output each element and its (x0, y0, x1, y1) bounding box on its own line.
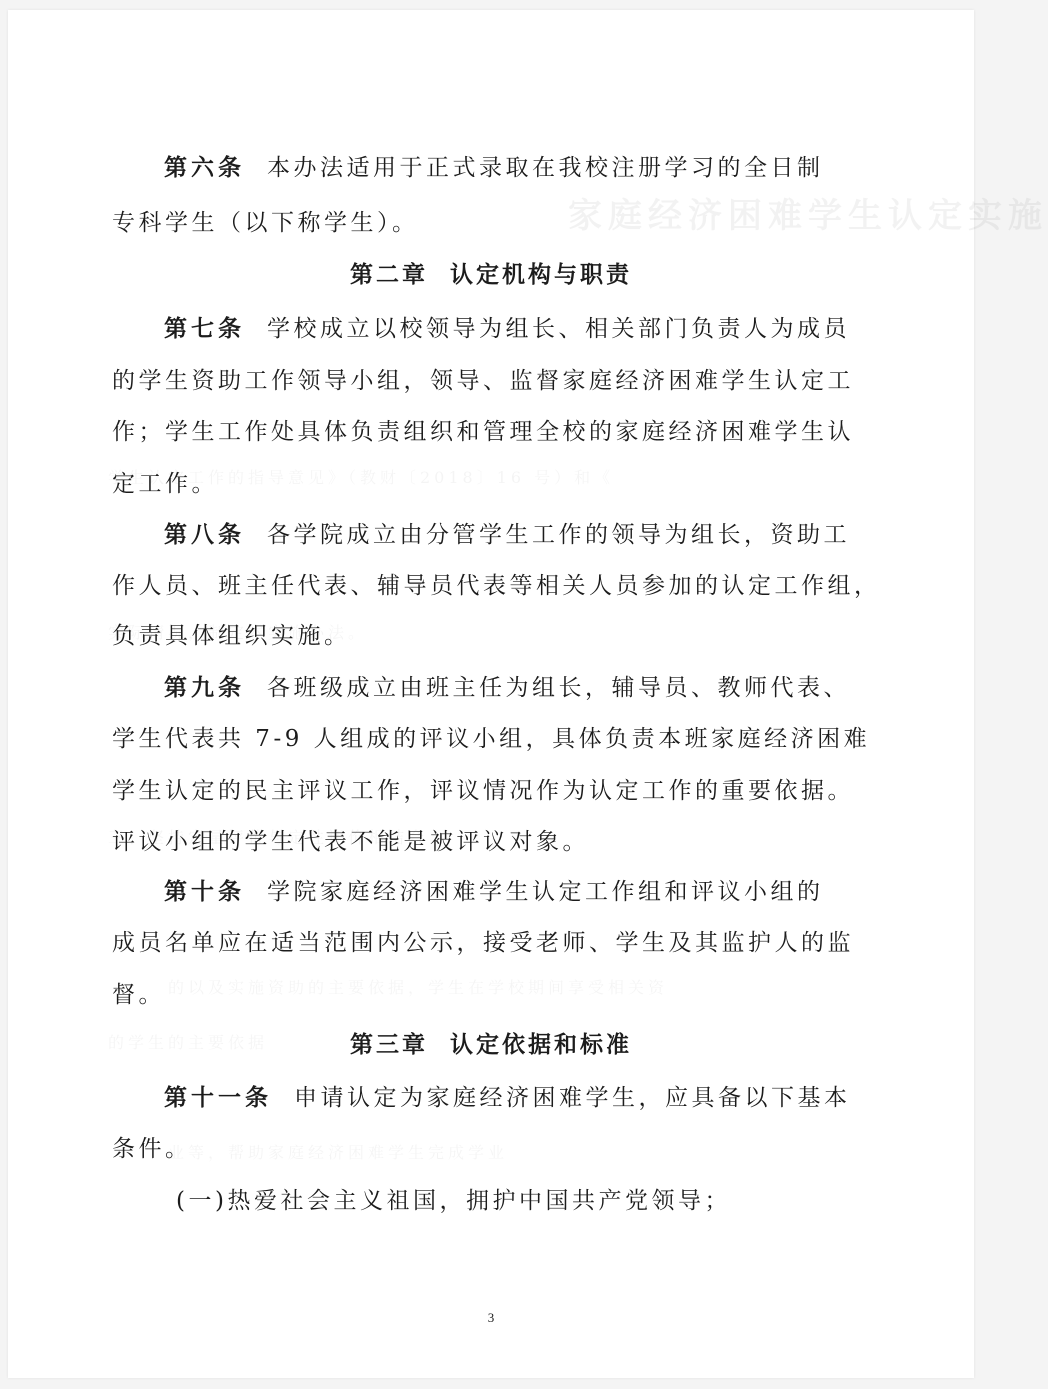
article-text: 负责具体组织实施。 (112, 623, 351, 649)
article-9-line-1 (164, 673, 850, 703)
article-text: 各学院成立由分管学生工作的领导为组长，资助工 (267, 522, 850, 548)
article-number: 第七条 (164, 315, 245, 342)
article-9-line-3 (112, 776, 854, 806)
chapter-heading (8, 260, 974, 290)
show-through-text (168, 975, 668, 998)
page-number: 3 (487, 1310, 495, 1325)
article-text: 的学生资助工作领导小组，领导、监督家庭经济困难学生认定工 (112, 368, 854, 394)
article-text: 学生代表共 7-9 人组成的评议小组，具体负责本班家庭经济困难 (112, 726, 871, 752)
article-number: 第八条 (164, 521, 245, 548)
article-6-line-1 (164, 153, 824, 183)
article-11-line-2 (112, 1134, 192, 1164)
article-8-line-1 (164, 520, 850, 550)
article-text: 专科学生（以下称学生）。 (112, 210, 419, 236)
article-9-line-2 (112, 724, 870, 754)
chapter-number: 第三章 (350, 1031, 428, 1058)
article-7-line-1 (164, 314, 850, 344)
show-through-text (168, 1140, 508, 1163)
article-10-line-1 (164, 877, 824, 907)
article-text: 成员名单应在适当范围内公示，接受老师、学生及其监护人的监 (112, 930, 854, 956)
show-through-text: 家庭经济困难学生认定实施 (568, 196, 1048, 236)
article-number: 第九条 (164, 674, 245, 701)
article-10-line-2 (112, 928, 854, 958)
article-text: 评议小组的学生代表不能是被评议对象。 (112, 829, 589, 855)
article-text: 条件。 (112, 1136, 192, 1162)
chapter-title: 认定依据和标准 (450, 1031, 632, 1058)
article-8-line-3 (112, 621, 351, 651)
article-11-line-3 (176, 1186, 731, 1216)
chapter-number: 第二章 (350, 261, 428, 288)
article-text: 学校成立以校领导为组长、相关部门负责人为成员 (267, 316, 850, 342)
article-6-line-2 (112, 208, 419, 238)
article-text: 学生认定的民主评议工作，评议情况作为认定工作的重要依据。 (112, 778, 854, 804)
article-7-line-3 (112, 417, 854, 447)
article-text: 作；学生工作处具体负责组织和管理全校的家庭经济困难学生认 (112, 419, 854, 445)
article-10-line-3 (112, 980, 165, 1010)
article-text: 本办法适用于正式录取在我校注册学习的全日制 (267, 155, 824, 181)
article-text: (一)热爱社会主义祖国，拥护中国共产党领导； (176, 1188, 731, 1214)
article-number: 第六条 (164, 154, 245, 181)
chapter-heading (8, 1030, 974, 1060)
article-text: 申请认定为家庭经济困难学生，应具备以下基本 (294, 1085, 851, 1111)
article-text: 定工作。 (112, 471, 218, 497)
article-9-line-4 (112, 827, 589, 857)
article-11-line-1 (164, 1083, 851, 1113)
article-7-line-4 (112, 469, 218, 499)
article-number: 第十条 (164, 878, 245, 905)
article-8-line-2 (112, 571, 881, 601)
article-number: 第十一条 (164, 1084, 272, 1111)
article-7-line-2 (112, 366, 854, 396)
chapter-title: 认定机构与职责 (450, 261, 632, 288)
article-text: 各班级成立由班主任为组长，辅导员、教师代表、 (267, 675, 850, 701)
article-text: 学院家庭经济困难学生认定工作组和评议小组的 (267, 879, 824, 905)
article-text: 督。 (112, 982, 165, 1008)
article-text: 作人员、班主任代表、辅导员代表等相关人员参加的认定工作组， (112, 573, 881, 599)
document-page (8, 10, 1048, 1378)
